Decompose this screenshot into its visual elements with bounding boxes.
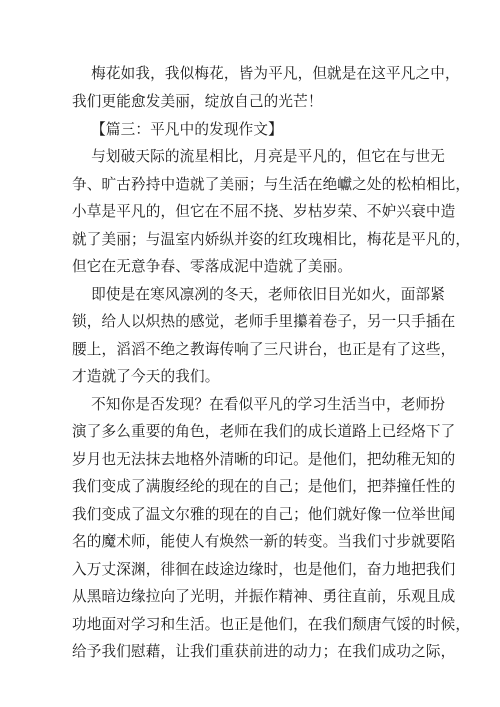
text-line: 功地面对学习和生活。也正是他们，在我们颓唐气馁的时候， xyxy=(72,616,471,633)
section-heading: 【篇三：平凡中的发现作文】 xyxy=(72,121,283,138)
text-line: 梅花如我，我似梅花，皆为平凡，但就是在这平凡之中， xyxy=(72,65,460,82)
text-line: 才造就了今天的我们。 xyxy=(72,368,220,385)
text-line: 岁月也无法抹去地格外清晰的印记。是他们，把幼稚无知的 xyxy=(72,451,456,468)
text-line: 与划破天际的流星相比，月亮是平凡的，但它在与世无 xyxy=(72,148,446,165)
text-line: 给予我们慰藉，让我们重获前进的动力；在我们成功之际， xyxy=(72,643,456,660)
text-line: 我们更能愈发美丽，绽放自己的光芒！ xyxy=(72,93,323,110)
text-line: 演了多么重要的角色，老师在我们的成长道路上已经烙下了 xyxy=(72,423,456,440)
text-line: 我们变成了温文尔雅的现在的自己；他们就好像一位举世闻 xyxy=(72,506,456,523)
text-line: 入万丈深渊，徘徊在歧途边缘时，也是他们，奋力地把我们 xyxy=(72,561,456,578)
text-line: 腰上，滔滔不绝之教诲传响了三尺讲台，也正是有了这些， xyxy=(72,341,456,358)
text-line: 就了美丽；与温室内娇纵并姿的红玫瑰相比，梅花是平凡的， xyxy=(72,231,471,248)
text-line: 小草是平凡的，但它在不屈不挠、岁枯岁荣、不妒兴衰中造 xyxy=(72,203,456,220)
text-line: 不知你是否发现？在看似平凡的学习生活当中，老师扮 xyxy=(72,396,446,413)
text-line: 名的魔术师，能使人有焕然一新的转变。当我们寸步就要陷 xyxy=(72,533,456,550)
text-line: 即使是在寒风凛冽的冬天，老师依旧目光如火，面部紧 xyxy=(72,286,446,303)
text-line: 从黑暗边缘拉向了光明，并振作精神、勇往直前，乐观且成 xyxy=(72,588,456,605)
text-line: 我们变成了满腹经纶的现在的自己；是他们，把莽撞任性的 xyxy=(72,478,456,495)
text-line: 锁，给人以炽热的感觉，老师手里攥着卷子，另一只手插在 xyxy=(72,313,456,330)
text-line: 但它在无意争春、零落成泥中造就了美丽。 xyxy=(72,258,353,275)
text-line: 争、旷古矜持中造就了美丽；与生活在绝巘之处的松柏相比， xyxy=(72,176,471,193)
